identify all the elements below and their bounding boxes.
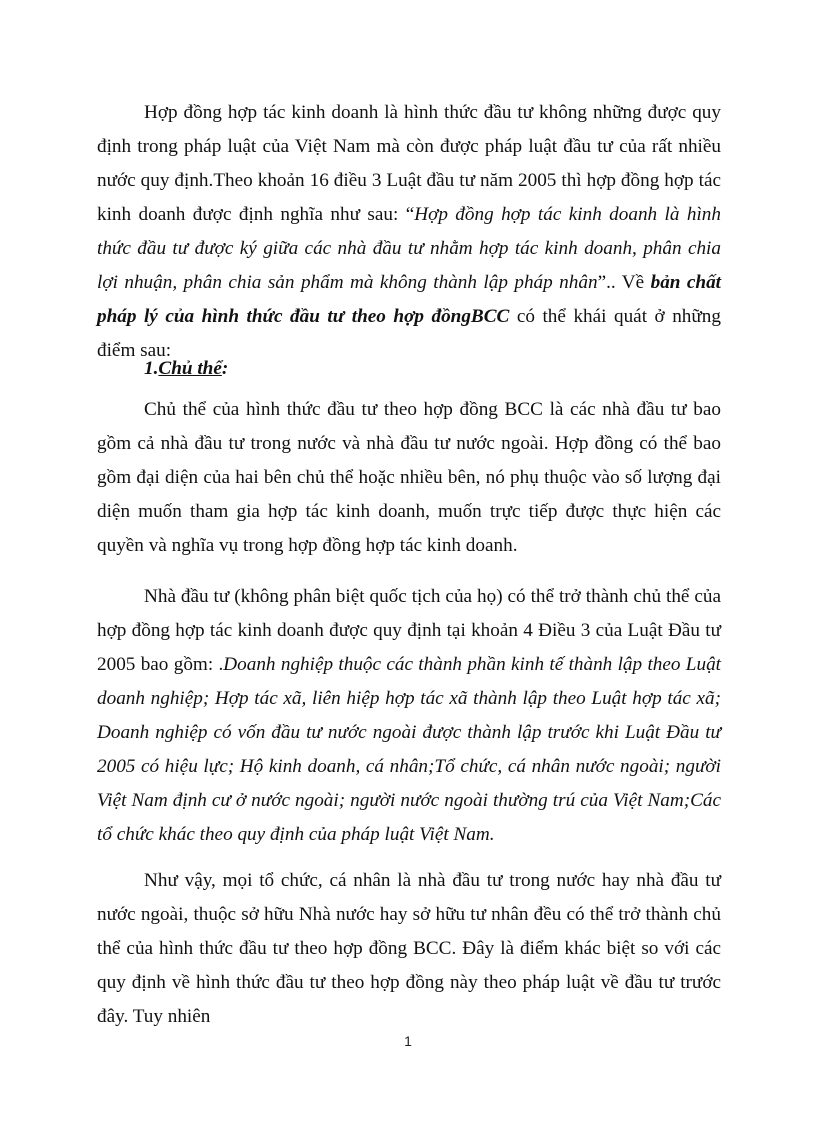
heading-colon: : <box>221 358 229 379</box>
heading-title: Chủ thể <box>158 358 222 379</box>
paragraph-conclusion: Như vậy, mọi tổ chức, cá nhân là nhà đầu tư trong nước hay nhà đầu tư nước ngoài, thuộc sở hữu Nhà nước hay sở hữu tư nhân đều có thể trở thành chủ thể của hình thức đầu tư theo hợp đồng BCC. Đây là điểm khác biệt so với các quy định về hình thức đầu tư theo hợp đồng này theo pháp luật về đầu tư trước đây. Tuy nhiên <box>97 870 721 1027</box>
investor-list: Doanh nghiệp thuộc các thành phần kinh tế thành lập theo Luật doanh nghiệp; Hợp tác xã, liên hiệp hợp tác xã thành lập theo Luật hợp tác xã; Doanh nghiệp có vốn đầu tư nước ngoài được thành lập trước khi Luật Đầu tư 2005 có hiệu lực; Hộ kinh doanh, cá nhân;Tổ chức, cá nhân nước ngoài; người Việt Nam định cư ở nước ngoài; người nước ngoài thường trú của Việt Nam;Các tổ chức khác theo quy định của pháp luật Việt Nam <box>97 654 721 845</box>
page-number: 1 <box>404 1033 412 1049</box>
text-run: . <box>489 824 495 845</box>
heading-number: 1. <box>144 358 159 379</box>
text-run: có thể khái quát ở những điểm sau: <box>97 306 721 361</box>
text-run: Hợp đồng hợp tác kinh doanh là hình thức đầu tư không những được quy định trong pháp luật của Việt Nam mà còn được pháp luật đầu tư của rất nhiều nước quy định.Theo khoản 16 điều 3 Luật đầu tư năm 2005 thì hợp đồng hợp tác kinh doanh được định nghĩa như sau: “ <box>97 102 721 225</box>
text-run: ”.. Về <box>597 272 651 293</box>
emphasis-text: bản chất pháp lý của hình thức đầu tư theo hợp đồngBCC <box>97 272 722 327</box>
paragraph-investors <box>97 580 721 852</box>
section-heading <box>144 354 228 384</box>
paragraph-definition <box>97 96 721 368</box>
text-run: Nhà đầu tư (không phân biệt quốc tịch của họ) có thể trở thành chủ thể của hợp đồng hợp tác kinh doanh được quy định tại khoản 4 Điều 3 của Luật Đầu tư 2005 bao gồm: . <box>97 586 721 675</box>
paragraph-subjects: Chủ thể của hình thức đầu tư theo hợp đồng BCC là các nhà đầu tư bao gồm cả nhà đầu tư trong nước và nhà đầu tư nước ngoài. Hợp đồng có thể bao gồm đại diện của hai bên chủ thể hoặc nhiều bên, nó phụ thuộc vào số lượng đại diện muốn tham gia hợp tác kinh doanh, muốn trực tiếp được thực hiện các quyền và nghĩa vụ trong hợp đồng hợp tác kinh doanh. <box>97 399 721 556</box>
quoted-definition: Hợp đồng hợp tác kinh doanh là hình thức đầu tư được ký giữa các nhà đầu tư nhằm hợp tác kinh doanh, phân chia lợi nhuận, phân chia sản phẩm mà không thành lập pháp nhân <box>97 204 721 293</box>
